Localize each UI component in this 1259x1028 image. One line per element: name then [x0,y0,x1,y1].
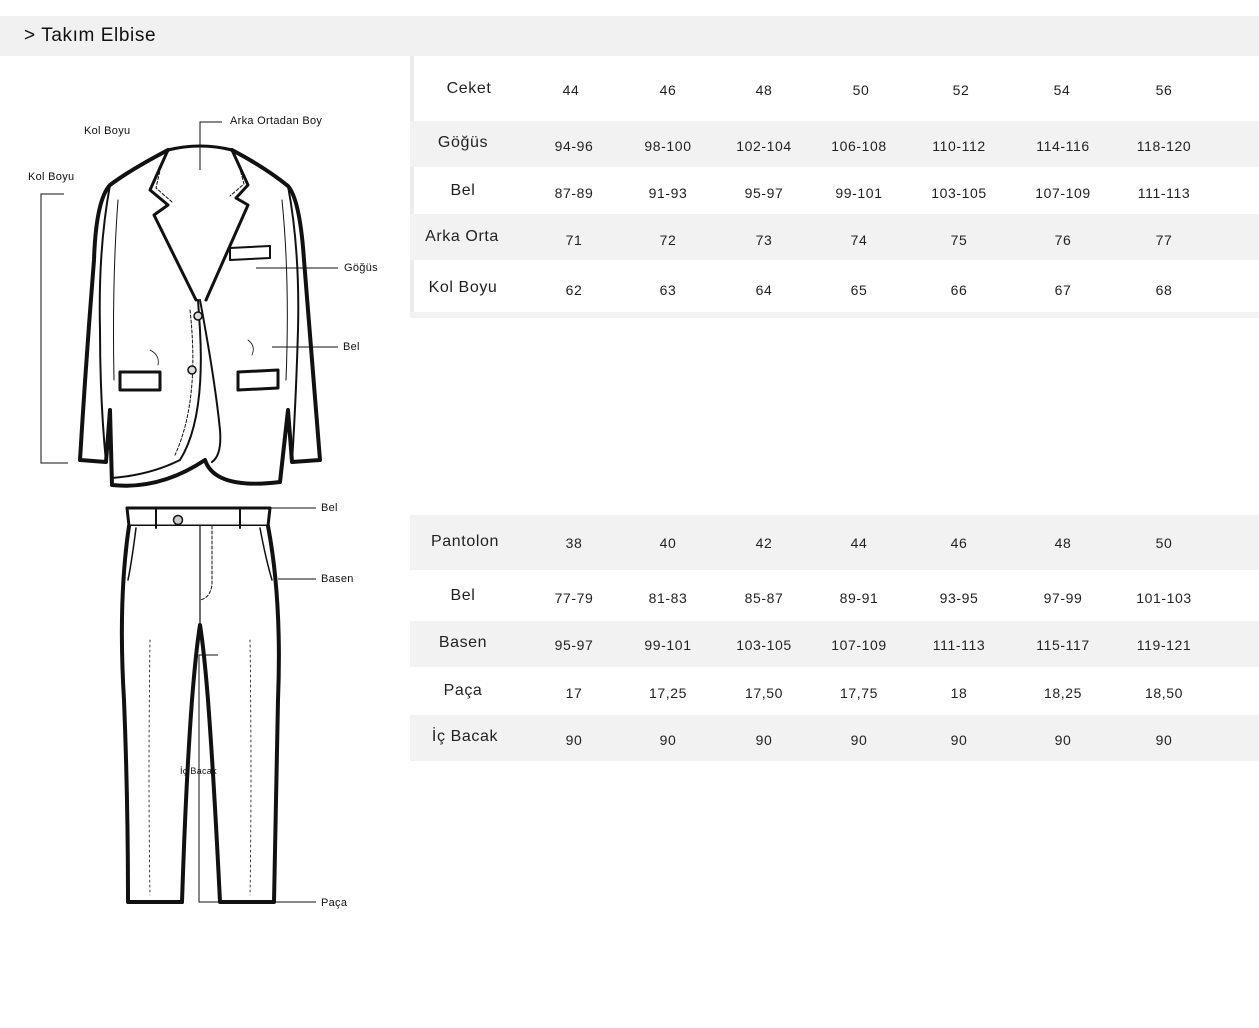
row-label: İç Bacak [431,728,499,745]
table-cell: 103-105 [931,185,987,201]
table-row [410,167,1259,213]
table-cell: 101-103 [1136,590,1192,606]
annotation-gogus: Göğüs [344,262,378,274]
table-cell: 17,25 [648,685,688,701]
table-cell: 115-117 [1036,637,1090,653]
table-cell: 17,75 [839,685,879,701]
table-cell: 68 [1155,282,1173,298]
table-cell: 67 [1054,282,1072,298]
table-cell: 72 [659,232,677,248]
table-cell: 66 [950,282,968,298]
table-header-row [410,66,1259,112]
table-cell: 90 [1054,732,1072,748]
annotation-kol-boyu-top: Kol Boyu [84,125,131,137]
table-row [410,214,1259,260]
table-cell: 90 [565,732,583,748]
size-header: 40 [659,535,677,551]
table-cell: 17,50 [744,685,784,701]
table-cell: 73 [755,232,773,248]
jacket-illustration [80,146,320,486]
row-label: Bel [450,182,476,199]
size-header: 46 [950,535,968,551]
table-cell: 99-101 [835,185,883,201]
table-cell: 95-97 [744,185,784,201]
table-cell: 90 [1155,732,1173,748]
annotation-arka-ortadan-boy: Arka Ortadan Boy [230,115,323,127]
table-cell: 81-83 [648,590,688,606]
table-row [410,574,1259,620]
table-cell: 111-113 [1137,185,1191,201]
table-cell: 103-105 [736,637,792,653]
row-label: Kol Boyu [428,279,498,296]
table-cell: 17 [565,685,583,701]
table-cell: 94-96 [554,138,594,154]
table-cell: 18,50 [1144,685,1184,701]
table-cell: 97-99 [1043,590,1083,606]
size-header: 56 [1155,82,1173,98]
pants-size-table [410,515,1259,761]
table-row [410,621,1259,667]
header-label: Ceket [446,80,492,97]
table-row [410,715,1259,761]
row-label: Bel [450,587,476,604]
annotation-ic-bacak: İç Bacak [180,766,217,776]
table-cell: 107-109 [1035,185,1091,201]
table-cell: 65 [850,282,868,298]
table-row [410,121,1259,167]
size-header: 46 [659,82,677,98]
table-cell: 90 [659,732,677,748]
annotation-kol-boyu-side: Kol Boyu [28,171,75,183]
section-title: > Takım Elbise [24,25,157,46]
size-header: 38 [565,535,583,551]
table-cell: 63 [659,282,677,298]
table-cell: 111-113 [932,637,986,653]
table-cell: 85-87 [744,590,784,606]
table-cell: 64 [755,282,773,298]
annotation-basen: Basen [321,573,354,585]
garment-illustrations [0,0,410,1028]
table-cell: 18,25 [1043,685,1083,701]
row-label: Göğüs [437,134,489,151]
table-cell: 74 [850,232,868,248]
table-row [410,668,1259,714]
size-header: 50 [852,82,870,98]
table-cell: 18 [950,685,968,701]
row-label: Paça [443,682,483,699]
size-header: 48 [1054,535,1072,551]
table-cell: 90 [850,732,868,748]
table-cell: 62 [565,282,583,298]
table-cell: 93-95 [939,590,979,606]
table-cell: 77-79 [554,590,594,606]
table-header-row [410,515,1259,570]
table-cell: 75 [950,232,968,248]
table-cell: 95-97 [554,637,594,653]
table-row [410,262,1259,308]
table-cell: 119-121 [1136,637,1192,653]
table-cell: 107-109 [831,637,887,653]
table-cell: 90 [950,732,968,748]
header-label: Pantolon [431,533,499,550]
size-header: 44 [562,82,580,98]
pants-illustration [122,508,279,902]
size-header: 52 [952,82,970,98]
size-header: 42 [755,535,773,551]
table-cell: 98-100 [644,138,692,154]
size-header: 54 [1053,82,1071,98]
jacket-size-table [410,66,1259,318]
table-cell: 114-116 [1036,138,1090,154]
table-cell: 99-101 [644,637,692,653]
table-cell: 87-89 [554,185,594,201]
table-cell: 118-120 [1136,138,1192,154]
table-bottom-border [410,312,1259,318]
annotation-bel-pants: Bel [321,502,338,514]
annotation-bel-jacket: Bel [343,341,360,353]
annotation-paca: Paça [321,897,348,909]
table-cell: 102-104 [736,138,792,154]
size-header: 44 [850,535,868,551]
row-label: Basen [438,634,488,651]
size-header: 48 [755,82,773,98]
table-cell: 71 [565,232,583,248]
table-cell: 110-112 [932,138,986,154]
table-cell: 91-93 [648,185,688,201]
table-cell: 76 [1054,232,1072,248]
table-cell: 90 [755,732,773,748]
row-label: Arka Orta [425,228,499,245]
table-cell: 77 [1155,232,1173,248]
size-header: 50 [1155,535,1173,551]
table-cell: 89-91 [839,590,879,606]
table-cell: 106-108 [831,138,887,154]
